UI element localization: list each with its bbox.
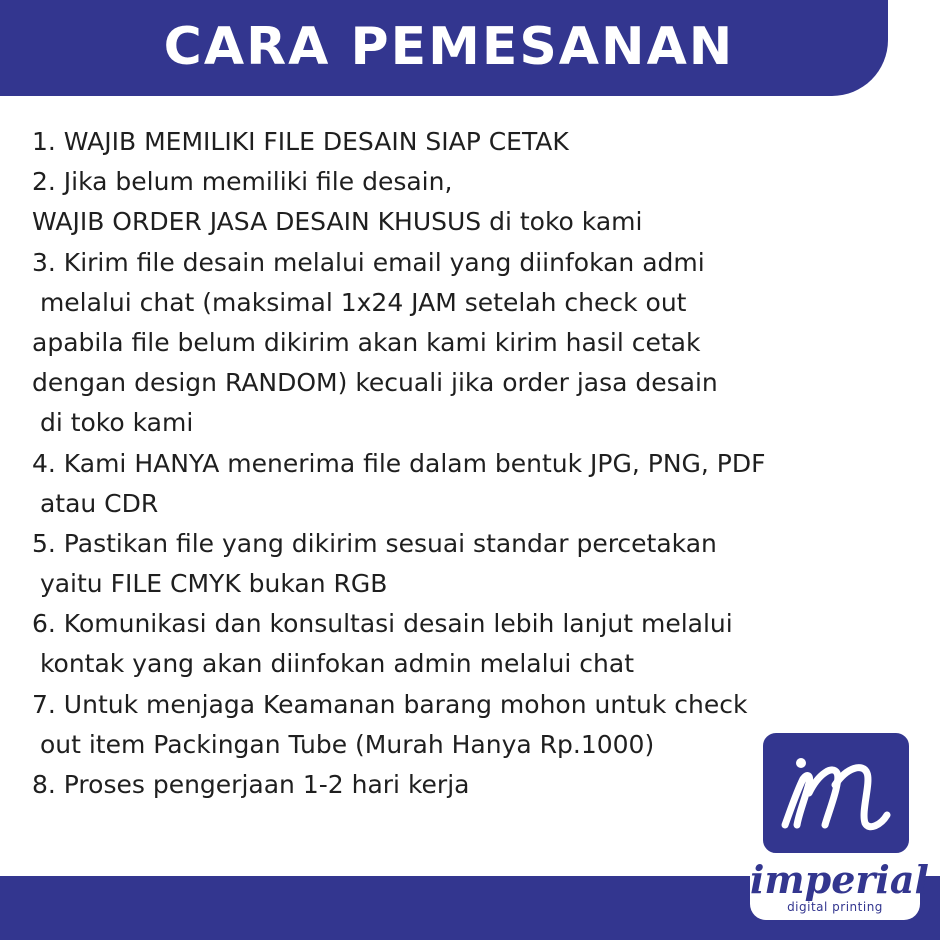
logo-tagline: digital printing xyxy=(787,900,883,914)
instruction-line: 6. Komunikasi dan konsultasi desain lebih lanjut melalui xyxy=(32,609,733,639)
instruction-line: 5. Pastikan file yang dikirim sesuai standar percetakan xyxy=(32,528,717,558)
instruction-line: melalui chat (maksimal 1x24 JAM setelah check out xyxy=(32,287,687,317)
instruction-line: yaitu FILE CMYK bukan RGB xyxy=(32,569,388,599)
header-banner xyxy=(0,0,888,96)
instruction-line: kontak yang akan diinfokan admin melalui chat xyxy=(32,649,634,679)
instructions-list xyxy=(32,122,912,805)
instruction-line: 2. Jika belum memiliki file desain, xyxy=(32,167,453,197)
instruction-line: 7. Untuk menjaga Keamanan barang mohon untuk check xyxy=(32,689,748,719)
instruction-line: out item Packingan Tube (Murah Hanya Rp.1000) xyxy=(32,729,655,759)
instruction-line: apabila file belum dikirim akan kami kirim hasil cetak xyxy=(32,327,701,357)
instruction-line: 8. Proses pengerjaan 1-2 hari kerja xyxy=(32,770,470,799)
logo-wordmark: imperial xyxy=(750,857,929,902)
instruction-line: atau CDR xyxy=(32,488,159,518)
page-title: CARA PEMESANAN xyxy=(163,17,735,77)
instruction-line: 3. Kirim file desain melalui email yang diinfokan admi xyxy=(32,247,705,277)
instruction-line: WAJIB ORDER JASA DESAIN KHUSUS di toko kami xyxy=(32,207,643,237)
logo-badge xyxy=(750,856,929,920)
instruction-line: 4. Kami HANYA menerima file dalam bentuk JPG, PNG, PDF xyxy=(32,448,766,478)
im-monogram-icon xyxy=(763,733,909,853)
instruction-line: dengan design RANDOM) kecuali jika order jasa desain xyxy=(32,368,718,398)
instruction-line: di toko kami xyxy=(32,408,194,438)
instruction-line: 1. WAJIB MEMILIKI FILE DESAIN SIAP CETAK xyxy=(32,127,569,156)
logo-monogram xyxy=(760,730,912,856)
